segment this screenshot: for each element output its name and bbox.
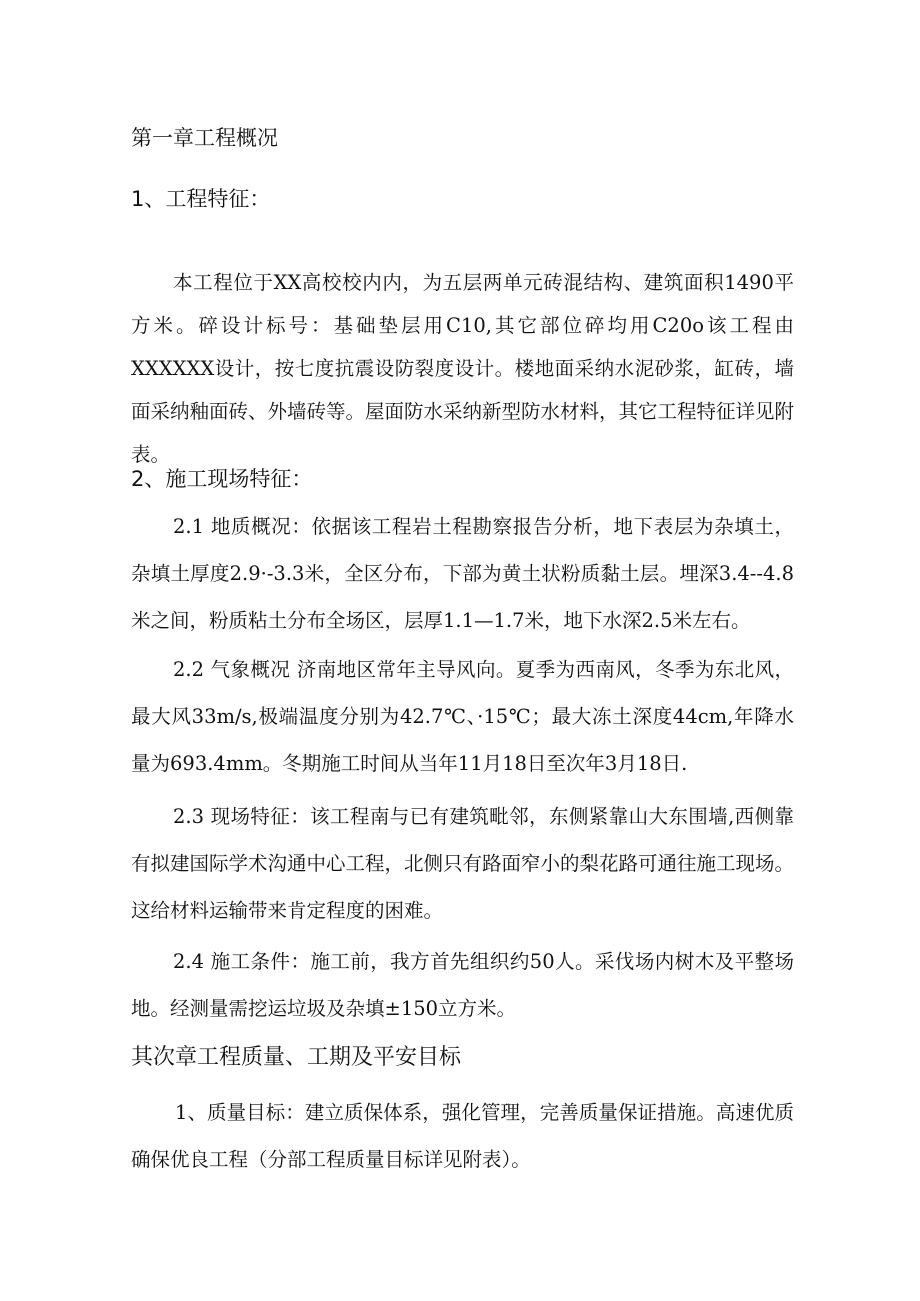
paragraph-2-4: 2.4 施工条件：施工前，我方首先组织约50人。采伐场内树木及平整场地。经测量需挖运垃圾及杂填±150立方米。	[131, 950, 794, 1020]
paragraph-2-2: 2.2 气象概况 济南地区常年主导风向。夏季为西南风，冬季为东北风，最大风33m∕s,极端温度分别为42.7℃、·15℃；最大冻土深度44cm,年降水量为693.4mm。冬期施工时间从当年11月18日至次年3月18日.	[131, 658, 794, 775]
paragraph-2-3: 2.3 现场特征：该工程南与已有建筑毗邻，东侧紧靠山大东围墙,西侧靠有拟建国际学术沟通中心工程，北侧只有路面窄小的梨花路可通往施工现场。这给材料运输带来肯定程度的困难。	[131, 805, 795, 922]
quality-goal-paragraph: 1、质量目标：建立质保体系，强化管理，完善质量保证措施。高速优质确保优良工程（分部工程质量目标详见附表）。	[131, 1101, 794, 1171]
section1-title: 1、工程特征：	[131, 187, 271, 211]
chapter2-title: 其次章工程质量、工期及平安目标	[131, 1045, 462, 1070]
paragraph-2-1: 2.1 地质概况：依据该工程岩土程勘察报告分析，地下表层为杂填土，杂填土厚度2.9·-3.3米，全区分布，下部为黄土状粉质黏土层。埋深3.4--4.8米之间，粉质粘土分布全场区，层厚1.1—1.7米，地下水深2.5米左右。	[131, 515, 794, 632]
chapter1-title: 第一章工程概况	[131, 126, 278, 150]
section2-title: 2、施工现场特征：	[131, 467, 313, 491]
section1-paragraph: 本工程位于XX高校校内内，为五层两单元砖混结构、建筑面积1490平方米。碎设计标号：基础垫层用C10,其它部位碎均用C20o该工程由XXXXXX设计，按七度抗震设防裂度设计。楼地面采纳水泥砂浆，缸砖，墙面采纳釉面砖、外墙砖等。屋面防水采纳新型防水材料，其它工程特征详见附表。	[131, 271, 795, 466]
